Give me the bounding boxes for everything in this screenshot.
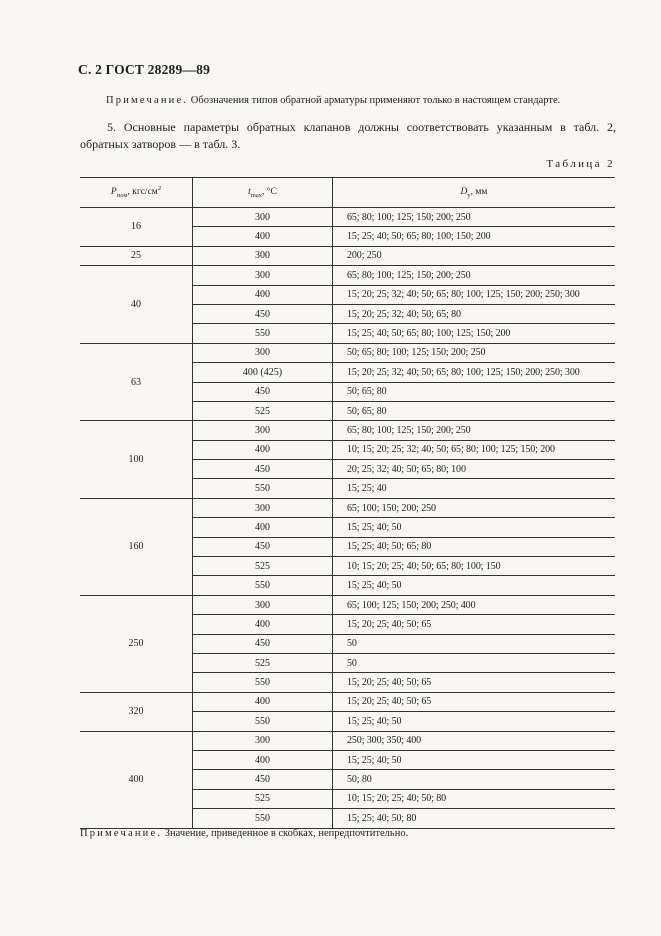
diameter-cell: 50; 80	[333, 770, 616, 789]
diameter-cell: 15; 25; 40; 50	[333, 576, 616, 595]
note-top-label: Примечание.	[106, 95, 189, 106]
diameter-cell: 15; 25; 40; 50; 80	[333, 809, 616, 828]
diameter-cell: 15; 20; 25; 40; 50; 65	[333, 615, 616, 634]
pressure-cell: 25	[80, 246, 193, 265]
header-diameter: $D_y$, мм	[333, 178, 616, 208]
temperature-cell: 400 (425)	[193, 363, 333, 382]
temperature-cell: 525	[193, 557, 333, 576]
temperature-cell: 400	[193, 518, 333, 537]
header-temperature: $t_{max}$, °С	[193, 178, 333, 208]
temperature-cell: 400	[193, 227, 333, 246]
diameter-cell: 15; 25; 40	[333, 479, 616, 498]
diameter-cell: 15; 25; 40; 50	[333, 712, 616, 731]
diameter-cell: 65; 80; 100; 125; 150; 200; 250	[333, 266, 616, 285]
pressure-cell: 250	[80, 595, 193, 692]
temperature-cell: 550	[193, 712, 333, 731]
temperature-cell: 400	[193, 440, 333, 459]
note-bottom-label: Примечание.	[80, 828, 163, 839]
temperature-cell: 300	[193, 421, 333, 440]
temperature-cell: 450	[193, 460, 333, 479]
temperature-cell: 400	[193, 750, 333, 769]
diameter-cell: 10; 15; 20; 25; 40; 50; 65; 80; 100; 150	[333, 557, 616, 576]
temperature-cell: 450	[193, 537, 333, 556]
note-bottom	[80, 828, 408, 839]
diameter-cell: 15; 20; 25; 40; 50; 65	[333, 692, 616, 711]
diameter-cell: 50; 65; 80	[333, 382, 616, 401]
note-top-text: Обозначения типов обратной арматуры применяют только в настоящем стандарте.	[188, 95, 561, 106]
table-caption: Таблица 2	[546, 158, 615, 170]
temperature-cell: 400	[193, 692, 333, 711]
diameter-cell: 15; 25; 40; 50; 65; 80; 100; 125; 150; 200	[333, 324, 616, 343]
temperature-cell: 300	[193, 208, 333, 227]
temperature-cell: 300	[193, 731, 333, 750]
temperature-cell: 450	[193, 382, 333, 401]
temperature-cell: 450	[193, 304, 333, 323]
table-row	[80, 498, 615, 517]
pressure-cell: 100	[80, 421, 193, 499]
diameter-cell: 250; 300; 350; 400	[333, 731, 616, 750]
parameters-table	[80, 177, 615, 829]
note-bottom-text: Значение, приведенное в скобках, непредпочтительно.	[162, 828, 409, 839]
diameter-cell: 65; 100; 125; 150; 200; 250; 400	[333, 595, 616, 614]
temperature-cell: 525	[193, 789, 333, 808]
table-row	[80, 246, 615, 265]
temperature-cell: 525	[193, 401, 333, 420]
temperature-cell: 550	[193, 673, 333, 692]
table-body	[80, 208, 615, 829]
temperature-cell: 550	[193, 809, 333, 828]
table-row	[80, 208, 615, 227]
diameter-cell: 50; 65; 80	[333, 401, 616, 420]
diameter-cell: 65; 80; 100; 125; 150; 200; 250	[333, 208, 616, 227]
diameter-cell: 50	[333, 634, 616, 653]
diameter-cell: 15; 25; 40; 50; 65; 80; 100; 150; 200	[333, 227, 616, 246]
diameter-cell: 65; 80; 100; 125; 150; 200; 250	[333, 421, 616, 440]
diameter-cell: 15; 20; 25; 32; 40; 50; 65; 80; 100; 125; 150; 200; 250; 300	[333, 363, 616, 382]
table-row	[80, 692, 615, 711]
pressure-cell: 63	[80, 343, 193, 421]
diameter-cell: 50; 65; 80; 100; 125; 150; 200; 250	[333, 343, 616, 362]
temperature-cell: 550	[193, 324, 333, 343]
page-header: С. 2 ГОСТ 28289—89	[78, 62, 211, 77]
diameter-cell: 15; 25; 40; 50; 65; 80	[333, 537, 616, 556]
temperature-cell: 400	[193, 615, 333, 634]
pressure-cell: 400	[80, 731, 193, 828]
temperature-cell: 550	[193, 576, 333, 595]
pressure-cell: 320	[80, 692, 193, 731]
header-pressure: $P_{ном}$, кгс/$см^2$	[80, 178, 193, 208]
diameter-cell: 15; 25; 40; 50	[333, 750, 616, 769]
diameter-cell: 50	[333, 653, 616, 672]
table-row	[80, 595, 615, 614]
diameter-cell: 10; 15; 20; 25; 32; 40; 50; 65; 80; 100; 125; 150; 200	[333, 440, 616, 459]
temperature-cell: 300	[193, 595, 333, 614]
pressure-cell: 16	[80, 208, 193, 247]
diameter-cell: 10; 15; 20; 25; 40; 50; 80	[333, 789, 616, 808]
diameter-cell: 15; 20; 25; 40; 50; 65	[333, 673, 616, 692]
diameter-cell: 15; 20; 25; 32; 40; 50; 65; 80; 100; 125; 150; 200; 250; 300	[333, 285, 616, 304]
temperature-cell: 450	[193, 770, 333, 789]
temperature-cell: 300	[193, 246, 333, 265]
paragraph-5: 5. Основные параметры обратных клапанов должны соответствовать указанным в табл. 2, обратных затворов — в табл. 3.	[80, 120, 616, 151]
diameter-cell: 15; 25; 40; 50	[333, 518, 616, 537]
pressure-cell: 40	[80, 266, 193, 344]
temperature-cell: 300	[193, 343, 333, 362]
diameter-cell: 200; 250	[333, 246, 616, 265]
temperature-cell: 450	[193, 634, 333, 653]
temperature-cell: 550	[193, 479, 333, 498]
temperature-cell: 300	[193, 498, 333, 517]
temperature-cell: 525	[193, 653, 333, 672]
table-header-row	[80, 178, 615, 208]
pressure-cell: 160	[80, 498, 193, 595]
table-row	[80, 343, 615, 362]
temperature-cell: 400	[193, 285, 333, 304]
diameter-cell: 20; 25; 32; 40; 50; 65; 80; 100	[333, 460, 616, 479]
diameter-cell: 65; 100; 150; 200; 250	[333, 498, 616, 517]
diameter-cell: 15; 20; 25; 32; 40; 50; 65; 80	[333, 304, 616, 323]
table-row	[80, 421, 615, 440]
temperature-cell: 300	[193, 266, 333, 285]
table-row	[80, 731, 615, 750]
note-top	[106, 95, 626, 106]
table-row	[80, 266, 615, 285]
